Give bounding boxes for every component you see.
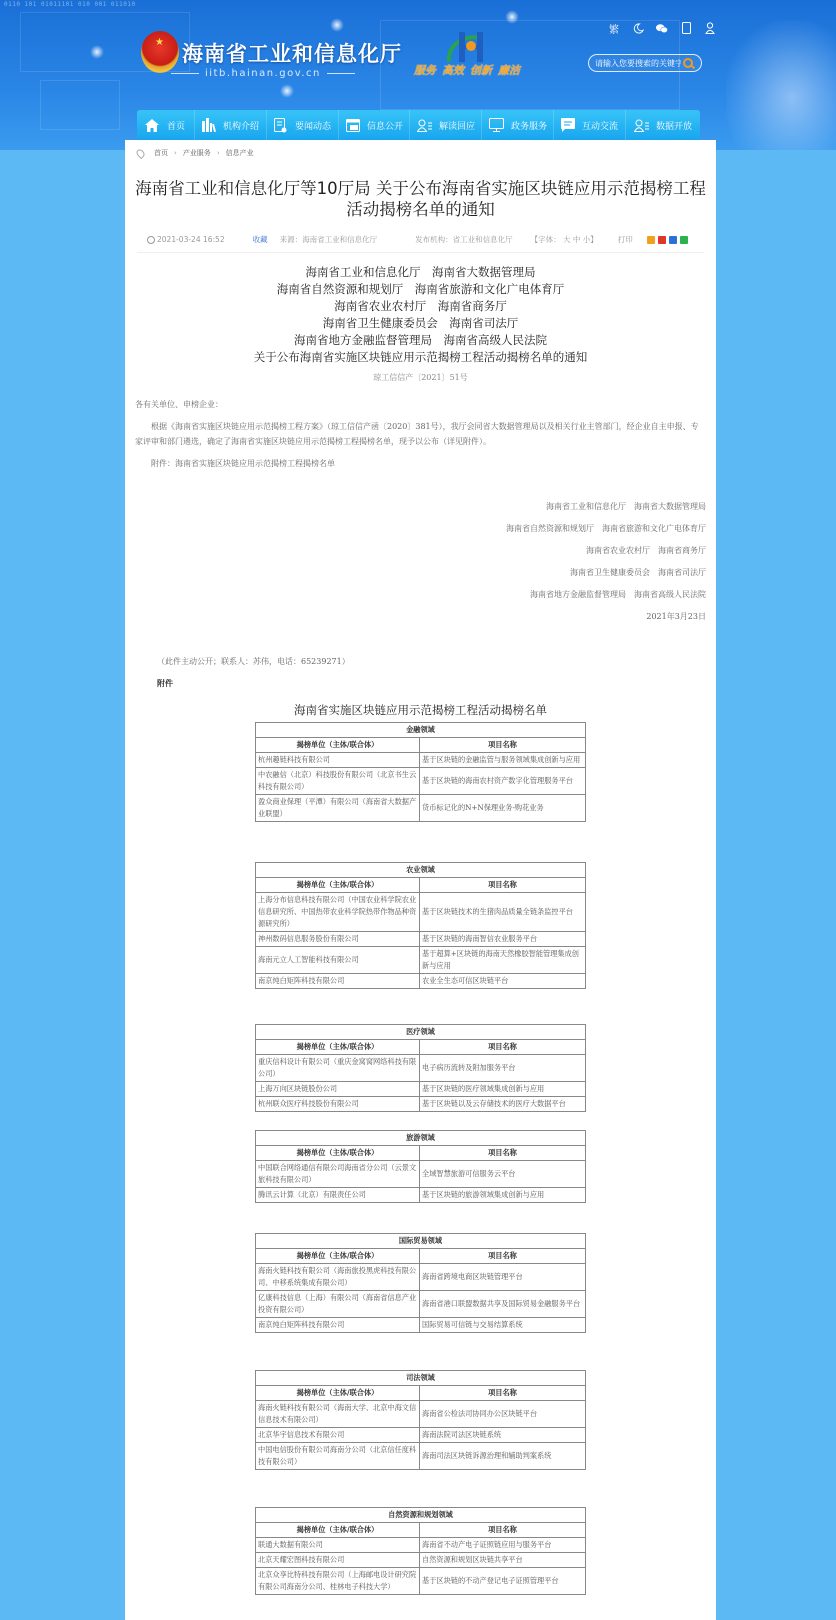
search-input[interactable] [595,59,681,68]
share-wechat-icon[interactable] [680,236,688,244]
column-header-unit: 揭榜单位（主体/联合体） [256,1040,420,1055]
table-field-title: 自然资源和规划领域 [256,1508,586,1523]
table-finance [255,722,586,822]
decor-glow [90,45,104,59]
nav-item-organization[interactable] [195,110,267,140]
unit-cell: 中国联合网络通信有限公司海南省分公司（云景文旅科技有限公司） [256,1161,420,1188]
source-label: 来源： [279,235,303,244]
column-header-unit: 揭榜单位（主体/联合体） [256,1523,420,1538]
table-field-title: 农业领域 [256,863,586,878]
search-icon[interactable] [683,58,693,68]
column-header-project: 项目名称 [420,878,586,893]
unit-cell: 海南火链科技有限公司（海南大学、北京中海文信信息技术有限公司） [256,1401,420,1428]
main-nav [137,110,700,140]
nav-label: 信息公开 [367,121,404,132]
publisher-value: 省工业和信息化厅 [452,235,513,244]
column-header-project: 项目名称 [420,1146,586,1161]
project-cell: 海南省公检法司协同办公区块链平台 [420,1401,586,1428]
salutation: 各有关单位、申榜企业： [135,400,223,409]
project-cell: 基于超算+区块链的海南天然橡胶智能管理集成创新与应用 [420,947,586,974]
issuer-line: 海南省地方金融监督管理局 海南省高级人民法院 [294,333,547,347]
project-cell: 基于区块链技术的生猪肉品质量全链条监控平台 [420,893,586,932]
unit-cell: 南京纯白矩阵科技有限公司 [256,1318,420,1333]
table-row [256,1055,586,1082]
project-cell: 基于区块链的旅游领域集成创新与应用 [420,1188,586,1203]
table-row [256,768,586,795]
signature-line: 海南省工业和信息化厅 海南省大数据管理局 [546,502,706,511]
breadcrumb-separator: › [216,149,220,157]
slogan-word: 服务 [414,64,436,77]
nav-item-news[interactable] [267,110,339,140]
publish-date: 2021-03-24 16:52 [157,235,225,244]
table-row [256,1553,586,1568]
nav-label: 互动交流 [582,121,619,132]
document-number: 琼工信信产〔2021〕51号 [373,373,468,382]
unit-cell: 上海万向区块链股份公司 [256,1082,420,1097]
signature-line: 海南省自然资源和规划厅 海南省旅游和文化广电体育厅 [506,524,706,533]
signature-date: 2021年3月23日 [646,612,706,621]
table-row [256,1428,586,1443]
unit-cell: 中国电信股份有限公司海南分公司（北京信任度科技有限公司） [256,1443,420,1470]
signature-line: 海南省农业农村厅 海南省商务厅 [586,546,706,555]
nav-label: 首页 [167,121,186,132]
unit-cell: 中农融信（北京）科技股份有限公司（北京书生云科技有限公司） [256,768,420,795]
unit-cell: 北京天耀宏图科技有限公司 [256,1553,420,1568]
unit-cell: 北京华宇信息技术有限公司 [256,1428,420,1443]
issuer-line: 海南省卫生健康委员会 海南省司法厅 [322,316,519,330]
table-row [256,1443,586,1470]
share-renren-icon[interactable] [669,236,677,244]
table-field-title: 国际贸易领域 [256,1234,586,1249]
issuer-line: 海南省农业农村厅 海南省商务厅 [334,299,507,313]
issuer-line: 海南省工业和信息化厅 海南省大数据管理局 [305,265,536,279]
slogan-word: 高效 [442,64,464,77]
project-cell: 国际贸易可信链与交易结算系统 [420,1318,586,1333]
monitor-icon [489,117,504,133]
body-paragraph: 根据《海南省实施区块链应用示范揭榜工程方案》（琼工信信产函〔2020〕381号），我厅会同省大数据管理局以及相关行业主管部门，经企业自主申报、专家评审和部门遴选，确定了海南省实施区块链应用示范揭榜工程揭榜名单，现予以公布（详见附件）。 [135,422,699,446]
decor-glow [505,10,519,24]
column-header-project: 项目名称 [420,1040,586,1055]
home-icon [144,117,160,133]
column-header-project: 项目名称 [420,1386,586,1401]
article-meta [147,234,695,245]
location-pin-icon [135,147,146,158]
table-row [256,1291,586,1318]
table-row [256,1161,586,1188]
site-title[interactable]: 海南省工业和信息化厅 [182,42,402,66]
nav-item-home[interactable] [137,110,195,140]
clock-icon [147,236,155,244]
unit-cell: 联通大数据有限公司 [256,1538,420,1553]
attachment-label: 附件 [157,678,173,688]
attachment-line: 附件：海南省实施区块链应用示范揭榜工程揭榜名单 [151,459,335,468]
contact-info: （此件主动公开；联系人：苏伟，电话：65239271） [157,657,350,666]
site-url: iitb.hainan.gov.cn [211,68,361,79]
table-row [256,1568,586,1595]
table-row [256,1188,586,1203]
unit-cell: 南京纯白矩阵科技有限公司 [256,974,420,989]
virtual-hand-graphic [726,20,836,150]
table-row [256,1318,586,1333]
table-judicial [255,1370,586,1470]
print-button[interactable]: 打印 [617,235,633,244]
table-row [256,932,586,947]
nav-label: 解读回应 [439,121,476,132]
table-row [256,1538,586,1553]
table-row [256,1082,586,1097]
search-box [588,54,702,72]
table-field-title: 司法领域 [256,1371,586,1386]
unit-cell: 盈众商业保理（平潭）有限公司（海南省大数据产业联盟） [256,795,420,822]
issuer-line: 海南省自然资源和规划厅 海南省旅游和文化广电体育厅 [276,282,565,296]
breadcrumb [137,148,254,158]
table-row [256,753,586,768]
nav-item-disclosure[interactable] [339,110,410,140]
column-header-unit: 揭榜单位（主体/联合体） [256,1386,420,1401]
unit-cell: 杭州联众医疗科技股份有限公司 [256,1097,420,1112]
project-cell: 电子病历流转及附加服务平台 [420,1055,586,1082]
decor-glow [330,18,344,32]
project-cell: 基于区块链的金融监管与服务领域集成创新与应用 [420,753,586,768]
project-cell: 基于区块链的医疗领域集成创新与应用 [420,1082,586,1097]
unit-cell: 腾讯云计算（北京）有限责任公司 [256,1188,420,1203]
project-cell: 基于区块链的海南智信农业服务平台 [420,932,586,947]
divider [137,252,704,253]
unit-cell: 重庆信科设计有限公司（重庆金窝窝网络科技有限公司） [256,1055,420,1082]
table-row [256,974,586,989]
breadcrumb-separator: › [174,149,177,157]
column-header-unit: 揭榜单位（主体/联合体） [256,878,420,893]
table-agriculture [255,862,586,989]
signature-line: 海南省卫生健康委员会 海南省司法厅 [570,568,706,577]
source [280,234,378,245]
list-title: 海南省实施区块链应用示范揭榜工程活动揭榜名单 [294,703,547,717]
favorite-button[interactable]: 收藏 [252,235,268,244]
font-large-button[interactable]: 大 [562,235,571,244]
project-cell: 基于区块链的不动产登记电子证照管理平台 [420,1568,586,1595]
unit-cell: 杭州趣链科技有限公司 [256,753,420,768]
nav-item-interpretation[interactable] [410,110,482,140]
nav-label: 要闻动态 [294,121,331,132]
national-emblem-icon: ★ [141,31,179,73]
source-value: 海南省工业和信息化厅 [302,235,378,244]
nav-item-open-data[interactable] [626,110,700,140]
table-row [256,1401,586,1428]
content-panel [125,140,716,1620]
share-qzone-icon[interactable] [647,236,655,244]
slogan-word: 廉洁 [498,64,520,77]
unit-cell: 北京众享比特科技有限公司（上海邮电设计研究院有限公司海南分公司、桂林电子科技大学） [256,1568,420,1595]
user-list-icon [417,117,432,133]
project-cell: 海南省港口联盟数据共享及国际贸易金融服务平台 [420,1291,586,1318]
article-title: 海南省工业和信息化厅等10厅局 关于公布海南省实施区块链应用示范揭榜工程活动揭榜名单的通知 [135,179,706,219]
table-international-trade [255,1233,586,1333]
project-cell: 海南省跨境电商区块链管理平台 [420,1264,586,1291]
top-tools [608,22,716,34]
project-cell: 海南司法区块链诉源治理和辅助判案系统 [420,1443,586,1470]
nav-item-interaction[interactable] [554,110,626,140]
unit-cell: 上海分布信息科技有限公司（中国农业科学院农业信息研究所、中国热带农业科学院热带作物品种资源研究所） [256,893,420,932]
issuing-departments [135,264,706,366]
project-cell: 全域智慧旅游可信服务云平台 [420,1161,586,1188]
share-weibo-icon[interactable] [658,236,666,244]
breadcrumb-info-industry[interactable]: 信息产业 [225,149,254,157]
publisher [415,234,513,245]
share-buttons [647,236,688,244]
user-icon[interactable] [704,22,716,34]
column-header-unit: 揭榜单位（主体/联合体） [256,1249,420,1264]
breadcrumb-industry-service[interactable]: 产业服务 [182,149,211,157]
unit-cell: 神州数码信息服务股份有限公司 [256,932,420,947]
table-row [256,1097,586,1112]
decor-glow [280,84,294,98]
table-tourism [255,1130,586,1203]
table-field-title: 医疗领域 [256,1025,586,1040]
window-icon [346,117,360,133]
column-header-unit: 揭榜单位（主体/联合体） [256,738,420,753]
breadcrumb-home[interactable]: 首页 [154,149,168,157]
project-cell: 海南法院司法区块链系统 [420,1428,586,1443]
books-icon [202,117,216,133]
slogan-word: 创新 [470,64,492,77]
project-cell: 海南省不动产电子证照链应用与服务平台 [420,1538,586,1553]
nav-label: 数据开放 [656,121,693,132]
column-header-project: 项目名称 [420,738,586,753]
table-field-title: 旅游领域 [256,1131,586,1146]
table-row [256,893,586,932]
column-header-project: 项目名称 [420,1249,586,1264]
nav-label: 机构介绍 [223,121,260,132]
nav-item-services[interactable] [482,110,554,140]
table-medical [255,1024,586,1112]
table-field-title: 金融领域 [256,723,586,738]
user-list-icon [633,117,649,133]
notice-heading: 关于公布海南省实施区块链应用示范揭榜工程活动揭榜名单的通知 [253,350,588,364]
mobile-icon[interactable] [680,22,692,34]
binary-decoration: 0110 101 01011101 010 001 011010 [4,1,136,8]
font-medium-button[interactable]: 中 [572,235,581,244]
traditional-chinese-button[interactable]: 繁 [609,24,619,36]
project-cell: 基于区块链以及云存储技术的医疗大数据平台 [420,1097,586,1112]
decor-line [40,80,120,130]
table-row [256,947,586,974]
font-small-button[interactable]: 小】 [582,235,598,244]
unit-cell: 亿康科技信息（上海）有限公司（海南省信息产业投资有限公司） [256,1291,420,1318]
slogan [414,62,526,78]
font-size-label: 【字体： [530,235,561,244]
project-cell: 农业全生态可信区块链平台 [420,974,586,989]
column-header-project: 项目名称 [420,1523,586,1538]
project-cell: 自然资源和规划区块链共享平台 [420,1553,586,1568]
table-row [256,1264,586,1291]
table-natural-resources [255,1507,586,1595]
signature-line: 海南省地方金融监督管理局 海南省高级人民法院 [530,590,706,599]
moon-icon[interactable] [632,22,644,34]
font-size-control [531,234,598,245]
nav-label: 政务服务 [511,121,548,132]
publisher-label: 发布机构： [415,235,453,244]
project-cell: 货币标记化的N+N保理业务-购花业务 [420,795,586,822]
signature-block [506,496,706,628]
unit-cell: 海南元立人工智能科技有限公司 [256,947,420,974]
project-cell: 基于区块链的海南农村资产数字化管理服务平台 [420,768,586,795]
unit-cell: 海南火链科技有限公司（海南旅投黑虎科技有限公司、中移系统集成有限公司） [256,1264,420,1291]
wechat-icon[interactable] [656,22,668,34]
column-header-unit: 揭榜单位（主体/联合体） [256,1146,420,1161]
chat-icon [561,117,575,133]
news-icon [274,117,288,133]
table-row [256,795,586,822]
